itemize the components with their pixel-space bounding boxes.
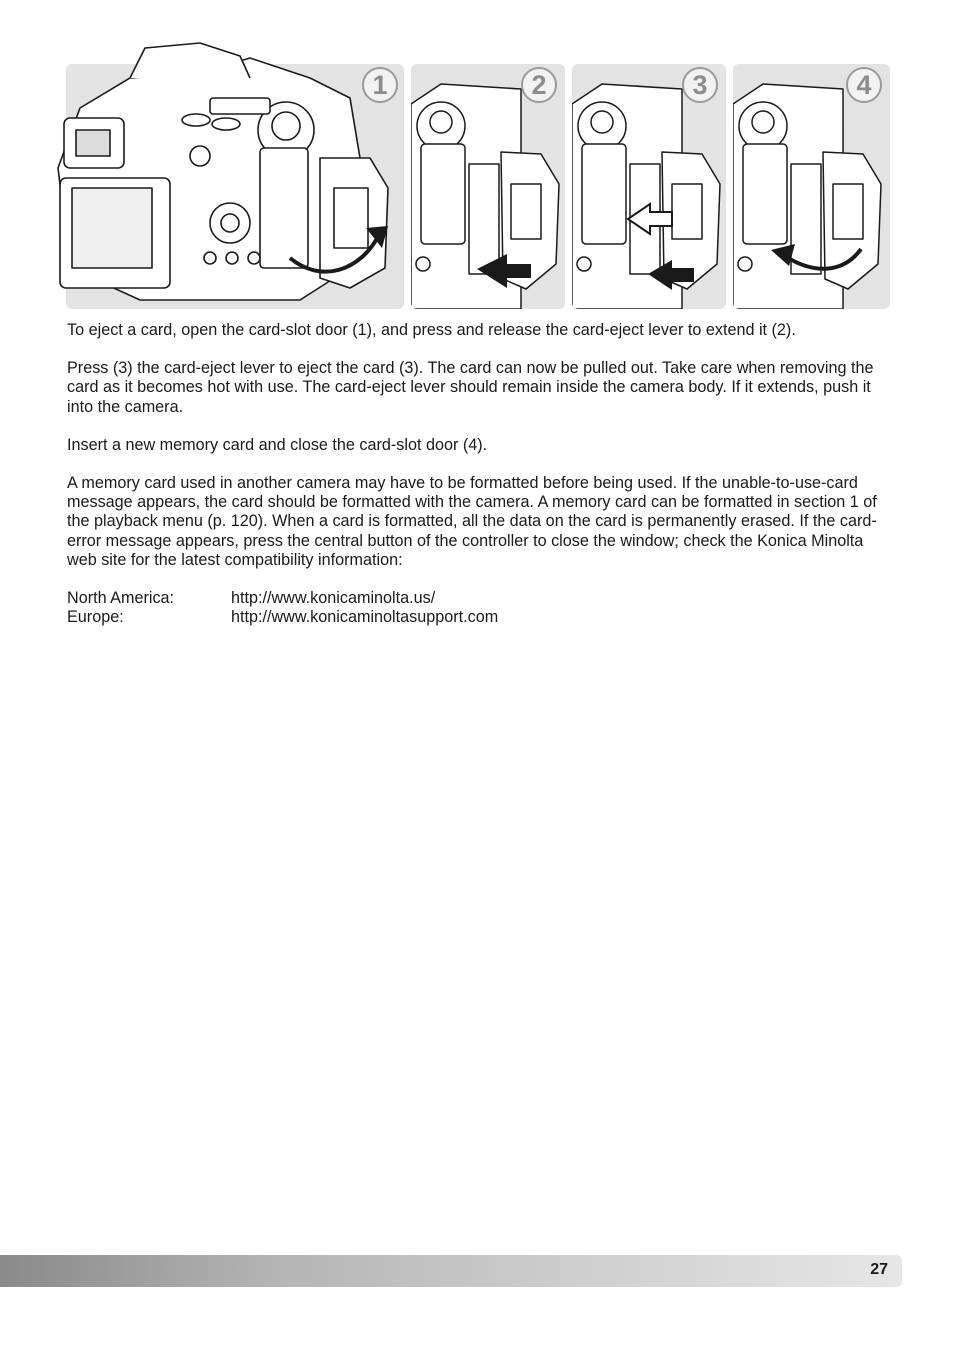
page-number: 27 xyxy=(870,1261,888,1278)
paragraph-insert-card: Insert a new memory card and close the card-slot door (4). xyxy=(67,435,488,454)
step-4-badge: 4 xyxy=(846,67,882,103)
link-row-europe xyxy=(67,608,889,627)
step-3-badge: 3 xyxy=(682,67,718,103)
paragraph-press-lever: Press (3) the card-eject lever to eject the card (3). The card can now be pulled out. Take care when removing the card as it becomes hot with use. The card-eject lever should remain inside the camera body. If it extends, push it into the camera. xyxy=(67,359,874,416)
link-label: Europe: xyxy=(67,608,124,627)
step-2-panel xyxy=(411,64,565,309)
step-2-badge: 2 xyxy=(521,67,557,103)
paragraph-eject-card: To eject a card, open the card-slot door (1), and press and release the card-eject lever to extend it (2). xyxy=(67,321,796,339)
camera-illustration xyxy=(50,38,410,318)
step-4-panel xyxy=(733,64,890,309)
link-label: North America: xyxy=(67,589,175,608)
link-url[interactable]: http://www.konicaminoltasupport.com xyxy=(231,608,499,627)
link-row-north-america xyxy=(67,589,889,608)
body-text xyxy=(67,321,889,627)
footer-bar xyxy=(0,1255,902,1287)
step-1-badge: 1 xyxy=(362,67,398,103)
card-eject-illustration xyxy=(0,0,954,320)
support-links xyxy=(67,589,889,627)
link-url[interactable]: http://www.konicaminolta.us/ xyxy=(231,589,436,608)
step-3-panel xyxy=(572,64,726,309)
paragraph-formatting: A memory card used in another camera may have to be formatted before being used. If the unable-to-use-card message appears, the card should be formatted with the camera. A memory card can be formatted in section 1 of the playback menu (p. 120). When a card is formatted, all the data on the card is permanently erased. If the card-error message appears, press the central button of the controller to close the window; check the Konica Minolta web site for the latest compatibility information: xyxy=(67,474,877,569)
